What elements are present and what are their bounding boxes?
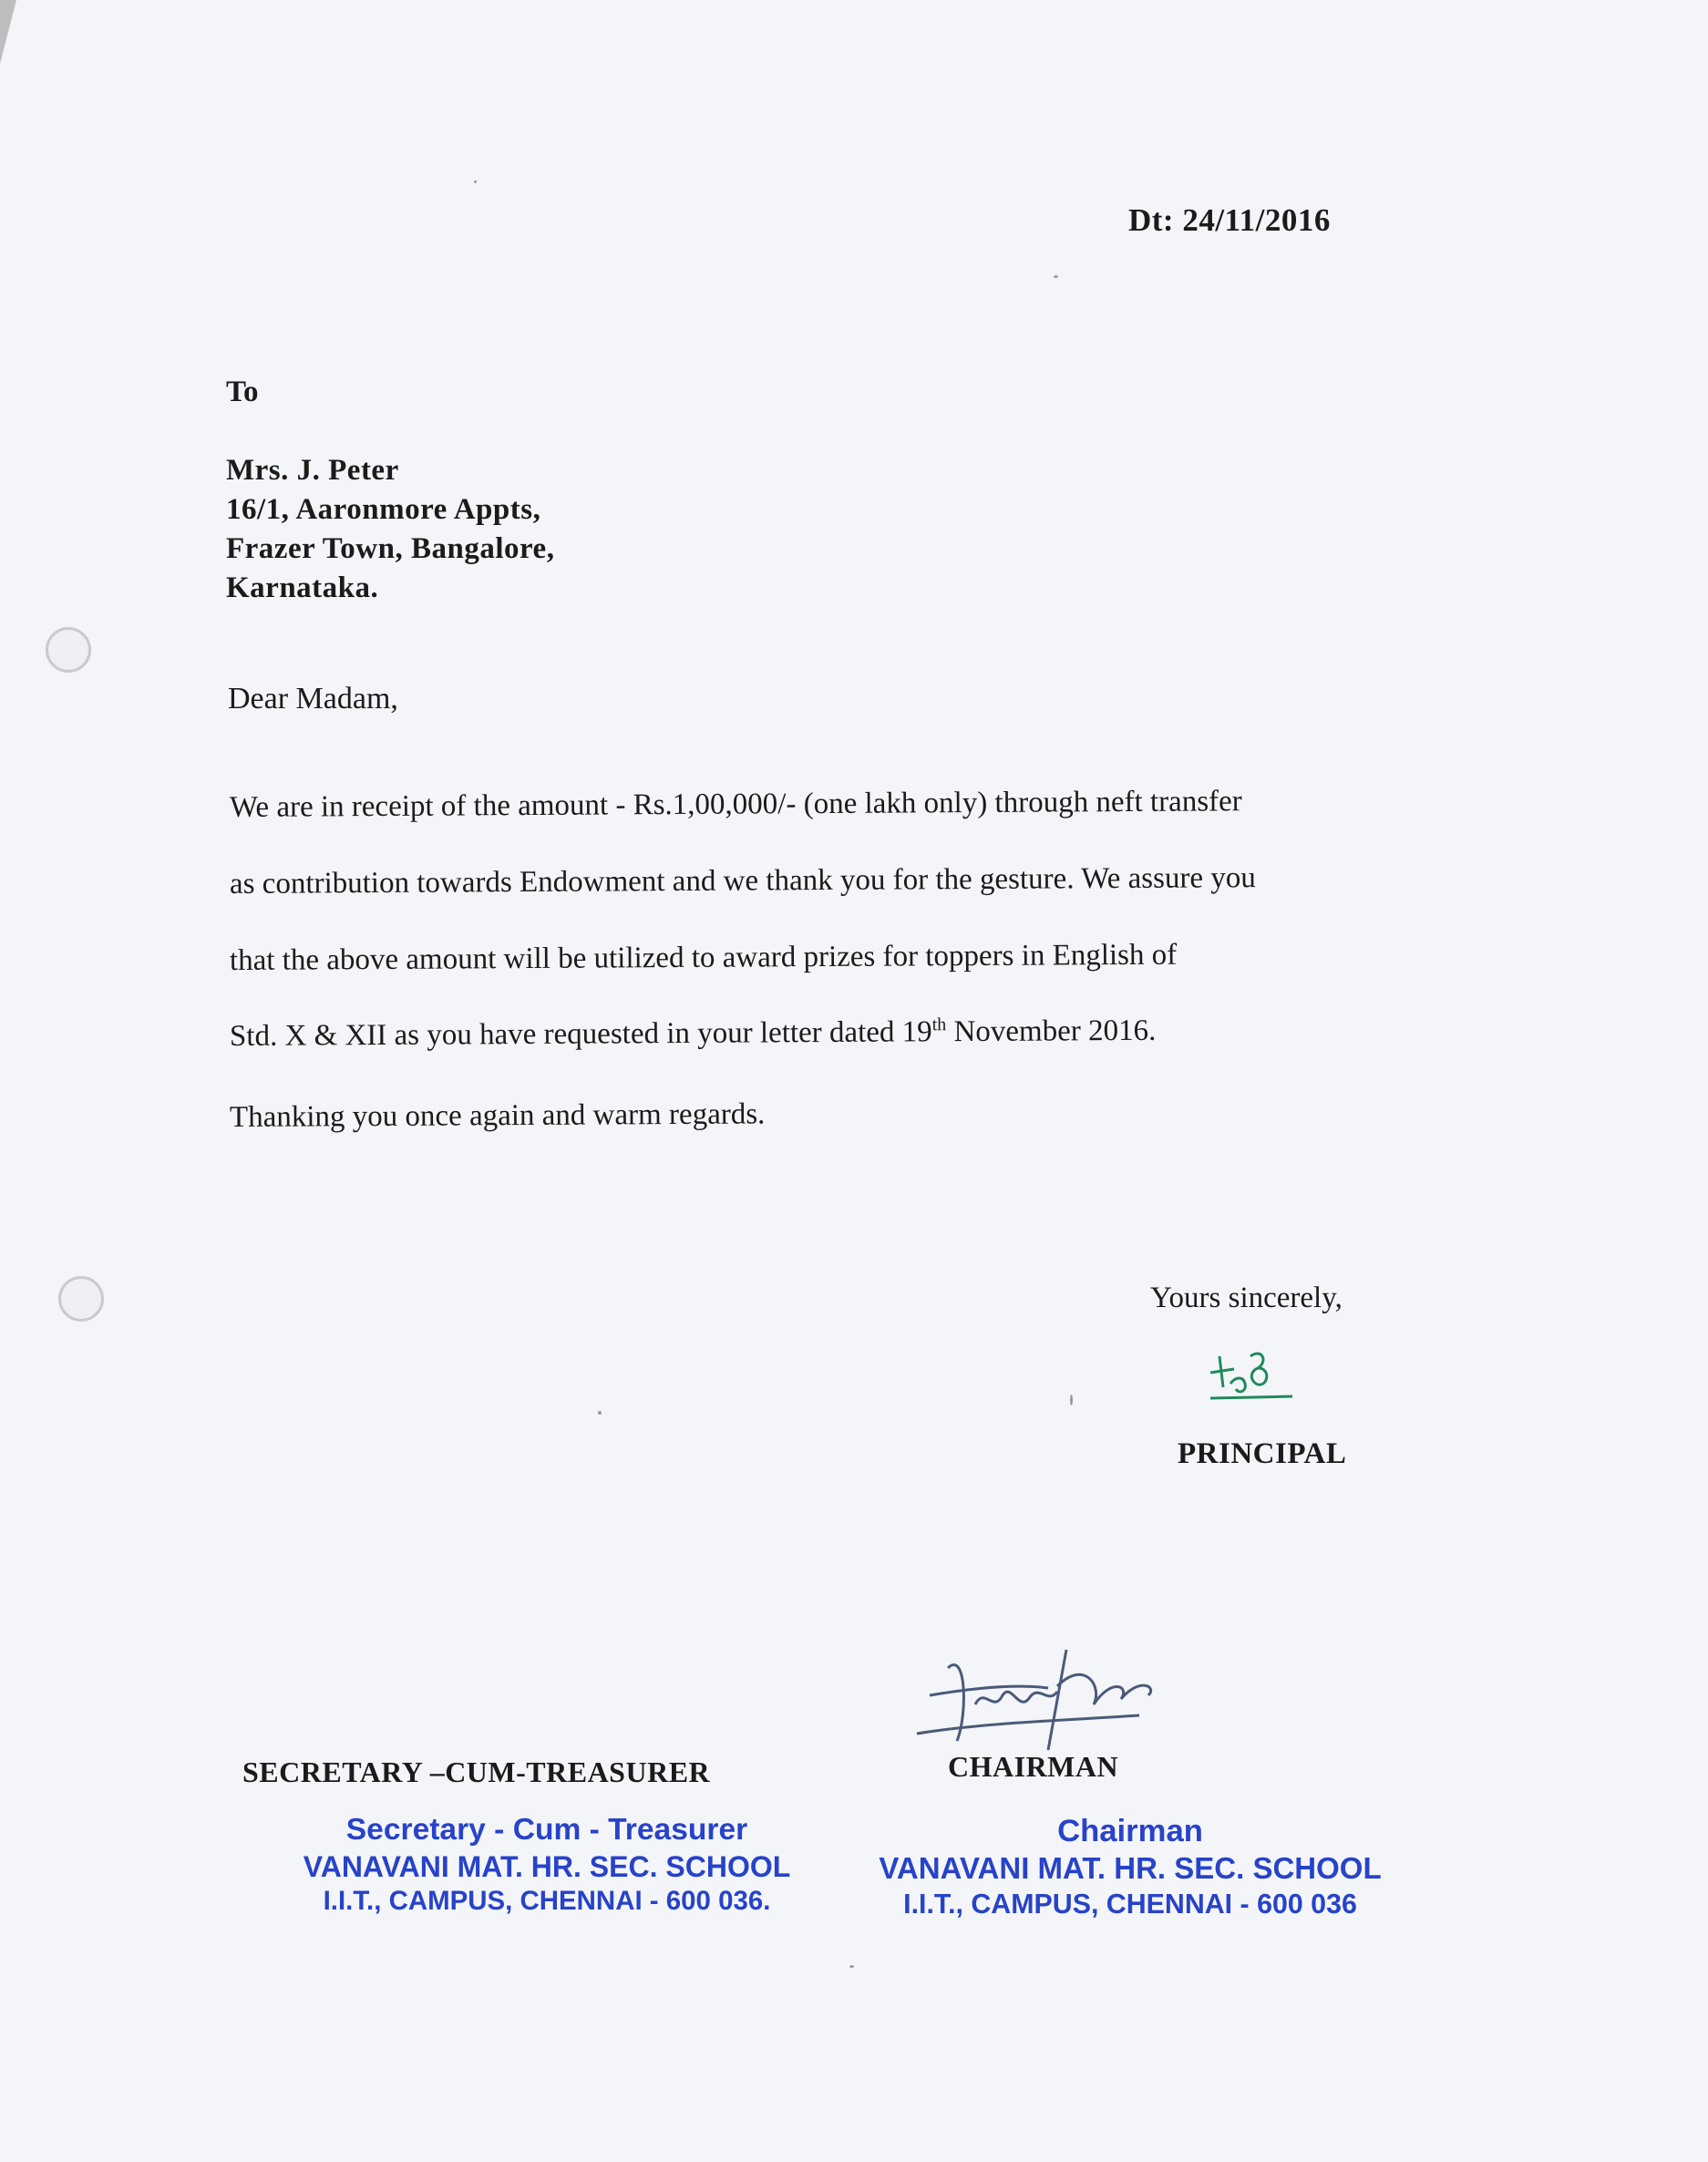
- chairman-stamp: [839, 1812, 1422, 1921]
- salutation: Dear Madam,: [228, 682, 398, 716]
- body-paragraph-line: We are in receipt of the amount - Rs.1,00,000/- (one lakh only) through neft transfer: [229, 785, 1242, 824]
- stamp-line: VANAVANI MAT. HR. SEC. SCHOOL: [303, 1849, 791, 1883]
- date-superscript: th: [931, 1014, 947, 1035]
- address-line: 16/1, Aaronmore Appts,: [226, 493, 541, 526]
- punch-hole-bottom: [58, 1276, 104, 1322]
- address-line: Frazer Town, Bangalore,: [226, 532, 555, 565]
- secretary-title: SECRETARY –CUM-TREASURER: [242, 1755, 711, 1788]
- body-paragraph-line: Thanking you once again and warm regards.: [229, 1097, 766, 1134]
- body-paragraph-line: as contribution towards Endowment and we thank you for the gesture. We assure you: [229, 861, 1256, 901]
- to-label: To: [226, 376, 259, 408]
- secretary-stamp: [273, 1812, 820, 1918]
- stamp-line: I.I.T., CAMPUS, CHENNAI - 600 036: [903, 1889, 1357, 1920]
- punch-hole-top: [46, 627, 91, 673]
- body-text: Std. X & XII as you have requested in your letter dated 19: [229, 1015, 932, 1053]
- body-paragraph-line: [230, 1014, 1157, 1054]
- body-text: November 2016.: [946, 1014, 1157, 1049]
- folded-corner: [0, 0, 16, 64]
- letter-date: Dt: 24/11/2016: [1128, 202, 1331, 238]
- chairman-title: CHAIRMAN: [948, 1750, 1119, 1783]
- principal-signature: [1203, 1340, 1294, 1413]
- closing-text: Yours sincerely,: [1150, 1282, 1343, 1314]
- chairman-signature: [911, 1632, 1185, 1759]
- recipient-name: Mrs. J. Peter: [226, 454, 399, 487]
- stamp-line: VANAVANI MAT. HR. SEC. SCHOOL: [879, 1851, 1382, 1886]
- stamp-line: I.I.T., CAMPUS, CHENNAI - 600 036.: [323, 1886, 771, 1917]
- principal-title: PRINCIPAL: [1178, 1437, 1347, 1470]
- recipient-address: [226, 451, 554, 608]
- stamp-line: Chairman: [1057, 1814, 1203, 1848]
- address-line: Karnataka.: [226, 571, 379, 604]
- stamp-line: Secretary - Cum - Treasurer: [345, 1813, 748, 1847]
- body-paragraph-line: that the above amount will be utilized to award prizes for toppers in English of: [229, 938, 1178, 977]
